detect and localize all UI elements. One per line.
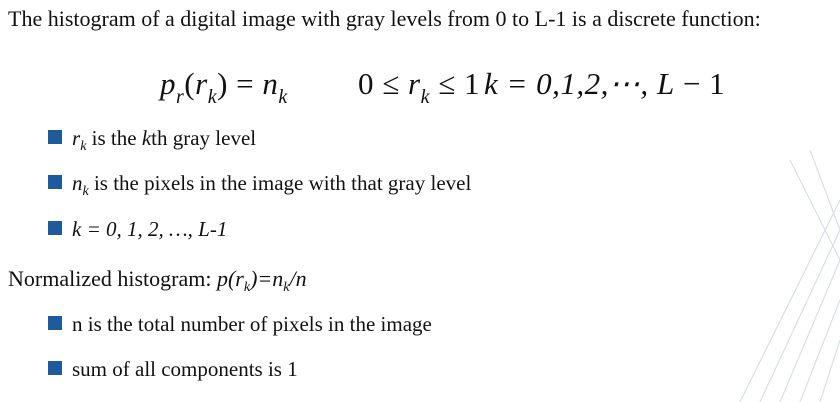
bullet-square-icon — [48, 130, 62, 144]
bullet-n-total: n is the total number of pixels in the image — [48, 312, 432, 337]
bullet-nk: $n_k$ is the pixels in the image with that gray level — [48, 171, 471, 200]
corner-decoration — [720, 0, 840, 402]
intro-text: The histogram of a digital image with gray levels from 0 to L-1 is a discrete function: — [8, 6, 761, 31]
bullet-k-range: k = 0, 1, 2, …, L-1 — [48, 217, 227, 242]
bullet-sum: sum of all components is 1 — [48, 357, 298, 382]
normalized-histogram-heading: Normalized histogram: $p(r_k)=n_k/n$ — [8, 266, 307, 295]
formula-definition: $p_r(r_k) = n_k$ — [160, 66, 288, 108]
formula-k-range: k = 0,1,2,⋯, L − 1 — [484, 66, 726, 101]
bullet-rk: $r_k$ is the kth gray level — [48, 126, 256, 155]
histogram-formula — [0, 66, 840, 116]
bullet-square-icon — [48, 316, 62, 330]
bullet-square-icon — [48, 175, 62, 189]
formula-range: $0 \le r_k \le 1$ — [358, 66, 480, 108]
bullet-square-icon — [48, 221, 62, 235]
bullet-square-icon — [48, 361, 62, 375]
